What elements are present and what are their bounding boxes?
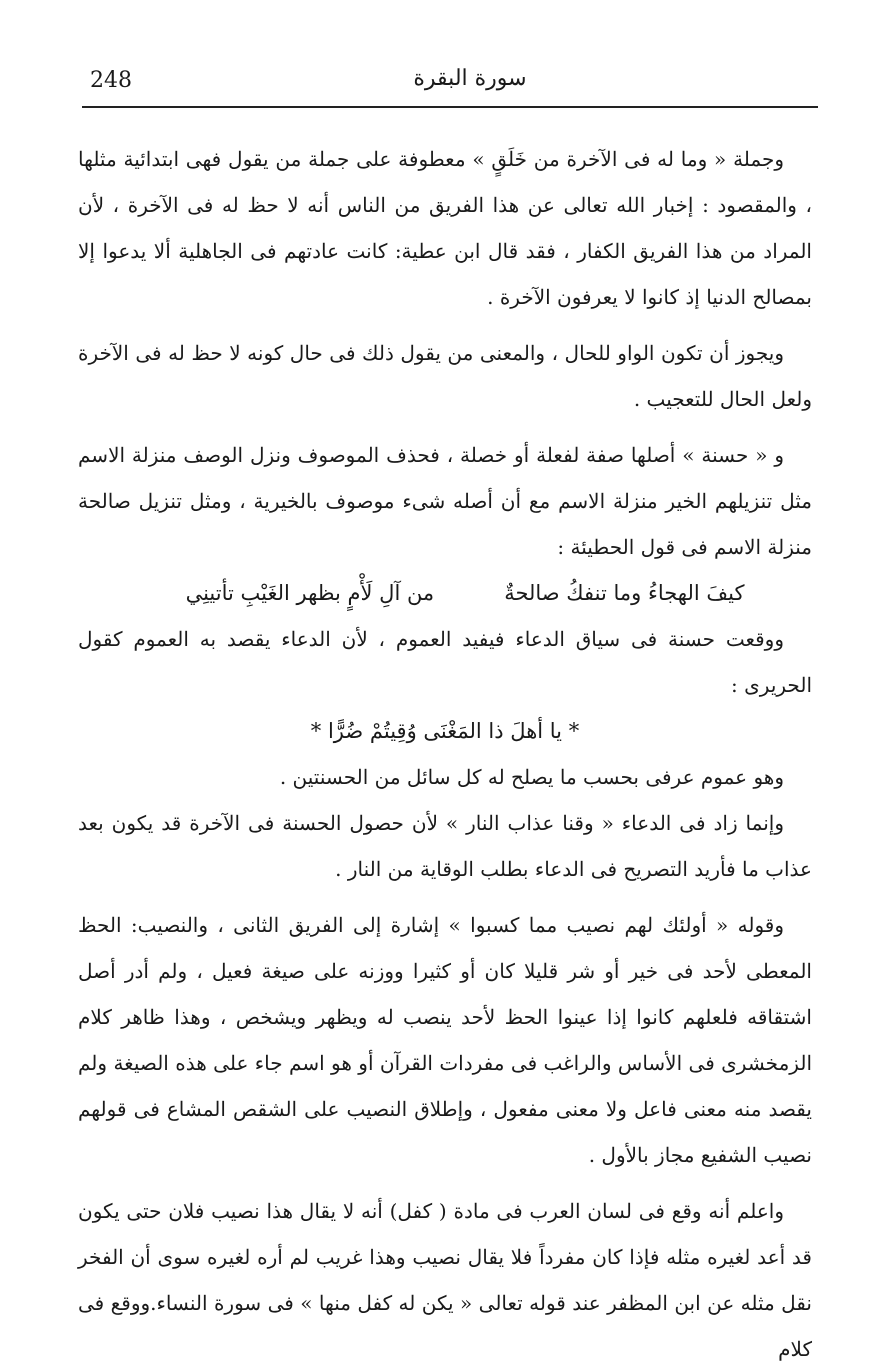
poem-verse: [78, 570, 812, 616]
page-header: [82, 60, 818, 108]
poem-hemistich-right: كيفَ الهجاءُ وما تنفكُ صالحةٌ: [504, 581, 745, 605]
paragraph: وقوله « أولئك لهم نصيب مما كسبوا » إشارة إلى الفريق الثانى ، والنصيب: الحظ المعطى لأحد فى خير أو شر قليلا كان أو كثيرا ووزنه على صيغة فعيل ، ولم أدر أصل اشتقاقه فلعلهم كانوا إذا عينوا الحظ لأحد ينصب له ويظهر ويشخص ، وهذا ظاهر كلام الزمخشرى فى الأساس والراغب فى مفردات القرآن أو هو اسم جاء على هذه الصيغة ولم يقصد منه معنى فاعل ولا معنى مفعول ، وإطلاق النصيب على الشقص المشاع فى قولهم نصيب الشفيع مجاز بالأول .: [78, 913, 812, 1167]
paragraph: ويجوز أن تكون الواو للحال ، والمعنى من يقول ذلك فى حال كونه لا حظ له فى الآخرة ولعل الحال للتعجيب .: [78, 341, 812, 411]
page-number: 248: [90, 68, 132, 93]
paragraph: ووقعت حسنة فى سياق الدعاء فيفيد العموم ، لأن الدعاء يقصد به العموم كقول الحريرى :: [78, 627, 812, 697]
quote-line: * يا أهلَ ذا المَغْنَى وُقِيتُمْ ضُرًّا *: [310, 719, 580, 743]
paragraph: وهو عموم عرفى بحسب ما يصلح له كل سائل من الحسنتين .: [279, 765, 784, 789]
paragraph: واعلم أنه وقع فى لسان العرب فى مادة ( كفل) أنه لا يقال هذا نصيب فلان حتى يكون قد أعد لغيره مثله فإذا كان مفرداً فلا يقال نصيب وهذا غريب لم أره لغيره سوى أن الفخر نقل مثله عن ابن المظفر عند قوله تعالى « يكن له كفل منها » فى سورة النساء.ووقع فى كلام: [78, 1199, 812, 1361]
page-body: [78, 136, 812, 1372]
paragraph: وجملة « وما له فى الآخرة من خَلَقٍ » معطوفة على جملة من يقول فهى ابتدائية مثلها ، والمقصود : إخبار الله تعالى عن هذا الفريق من الناس أنه لا حظ له فى الآخرة ، لأن المراد من هذا الفريق الكفار ، فقد قال ابن عطية: كانت عادتهم فى الجاهلية ألا يدعوا إلا بمصالح الدنيا إذ كانوا لا يعرفون الآخرة .: [78, 147, 812, 309]
paragraph: وإنما زاد فى الدعاء « وقنا عذاب النار » لأن حصول الحسنة فى الآخرة قد يكون بعد عذاب ما فأريد التصريح فى الدعاء بطلب الوقاية من النار .: [78, 811, 812, 881]
running-head: سورة البقرة: [413, 66, 527, 91]
poem-hemistich-left: من آلِ لَأْمٍ بظهر الغَيْبِ تأتينِي: [185, 581, 435, 605]
paragraph: و « حسنة » أصلها صفة لفعلة أو خصلة ، فحذف الموصوف ونزل الوصف منزلة الاسم مثل تنزيلهم الخير منزلة الاسم مع أن أصله شىء موصوف بالخيرية ، ومثل تنزيل صالحة منزلة الاسم فى قول الحطيئة :: [78, 443, 812, 559]
